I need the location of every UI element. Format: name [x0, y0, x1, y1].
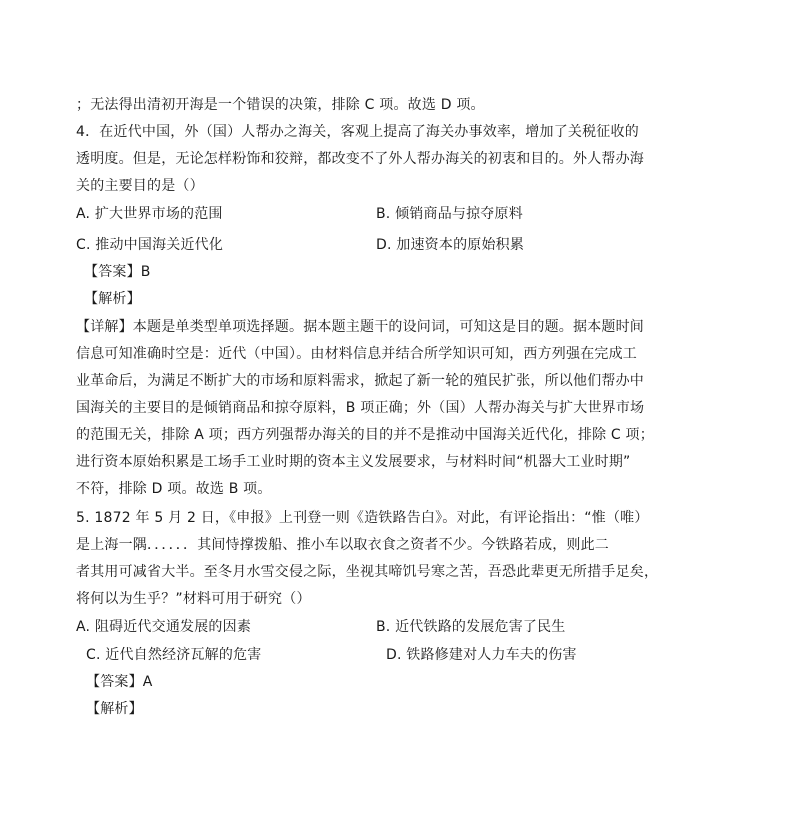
q4-detail-line: 业革命后，为满足不断扩大的市场和原料需求，掀起了新一轮的殖民扩张，所以他们帮办中 — [76, 373, 644, 389]
q4-detail-line: 不符，排除 D 项。故选 B 项。 — [76, 481, 272, 497]
q4-option-c: C. 推动中国海关近代化 — [76, 237, 224, 253]
q4-detail-line: 【详解】本题是单类型单项选择题。据本题主题干的设问词，可知这是目的题。据本题时间 — [76, 319, 644, 335]
q5-stem-line: 将何以为生乎？”材料可用于研究（） — [76, 591, 311, 607]
q5-stem-line: 是上海一隅．．．．．．其间恃撑拨船、推小车以取衣食之资者不少。今铁路若成，则此二 — [76, 537, 609, 553]
q5-stem-line: 者其用可减省大半。至冬月水雪交侵之际，坐视其啼饥号寒之苦，吾恐此辈更无所措手足矣， — [76, 564, 659, 580]
q3-conclusion-text: ；无法得出清初开海是一个错误的决策，排除 C 项。故选 D 项。 — [76, 97, 485, 113]
q4-analysis-label: 【解析】 — [84, 291, 141, 307]
q4-stem-line: 透明度。但是，无论怎样粉饰和狡辩，都改变不了外人帮办海关的初衷和目的。外人帮办海 — [76, 151, 644, 167]
q4-stem-line: 关的主要目的是（） — [76, 178, 204, 194]
q5-stem-line: 5. 1872 年 5 月 2 日，《申报》上刊登一则《造铁路告白》。对此，有评论指出：“惟（唯） — [76, 510, 649, 526]
q4-option-a: A. 扩大世界市场的范围 — [76, 206, 223, 222]
q4-option-d: D. 加速资本的原始积累 — [376, 237, 525, 253]
q5-analysis-label: 【解析】 — [86, 701, 143, 717]
q5-answer: 【答案】A — [86, 674, 153, 690]
q4-option-b: B. 倾销商品与掠夺原料 — [376, 206, 523, 222]
q5-option-d: D. 铁路修建对人力车夫的伤害 — [386, 647, 577, 663]
q5-option-a: A. 阻碍近代交通发展的因素 — [76, 619, 252, 635]
q4-detail-line: 的范围无关，排除 A 项；西方列强帮办海关的目的并不是推动中国海关近代化，排除 C 项； — [76, 427, 654, 443]
q4-detail-line: 国海关的主要目的是倾销商品和掠夺原料，B 项正确；外（国）人帮办海关与扩大世界市场 — [76, 400, 645, 416]
q4-detail-line: 进行资本原始积累是工场手工业时期的资本主义发展要求，与材料时间“机器大工业时期” — [76, 454, 631, 470]
q4-stem-line: 4．在近代中国，外（国）人帮办之海关，客观上提高了海关办事效率，增加了关税征收的 — [76, 124, 639, 140]
q4-answer: 【答案】B — [84, 264, 151, 280]
q4-detail-line: 信息可知准确时空是：近代（中国）。由材料信息并结合所学知识可知，西方列强在完成工 — [76, 346, 637, 362]
q5-option-b: B. 近代铁路的发展危害了民生 — [376, 619, 566, 635]
q5-option-c: C. 近代自然经济瓦解的危害 — [86, 647, 262, 663]
